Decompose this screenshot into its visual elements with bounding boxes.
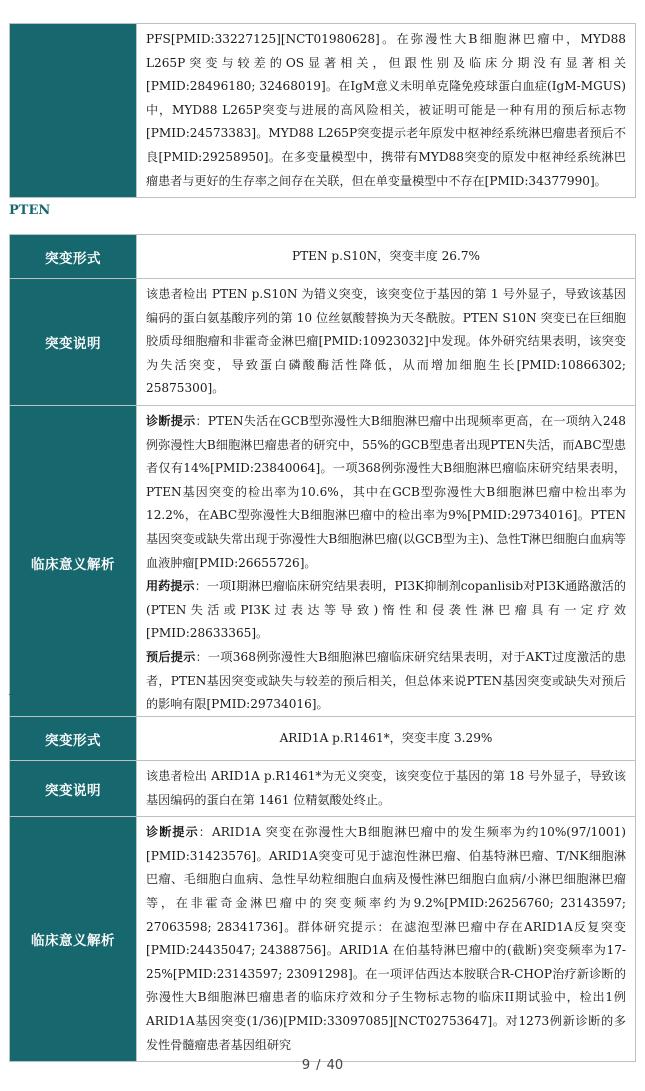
prognosis-text: ：一项368例弥漫性大B细胞淋巴瘤临床研究结果表明，对于AKT过度激活的患者，PTEN基因突变或缺失与较差的预后相关，但总体来说PTEN基因突变或缺失对预后的影响有限[PMID:29734016]。 (146, 649, 626, 712)
diagnosis-heading: 诊断提示 (146, 413, 196, 428)
mutation-form-label: 突变形式 (10, 235, 137, 279)
empty-label-cell (10, 24, 137, 198)
mutation-form-value: ARID1A p.R1461*，突变丰度 3.29% (137, 717, 636, 761)
diagnosis-text: ：ARID1A 突变在弥漫性大B细胞淋巴瘤中的发生频率为约10%(97/1001)[PMID:31423576]。ARID1A突变可见于滤泡性淋巴瘤、伯基特淋巴瘤、T/NK细胞淋巴瘤、毛细胞白血病、急性早幼粒细胞白血病及慢性淋巴细胞白血病/小淋巴细胞淋巴瘤等，在非霍奇金淋巴瘤中的突变频率约为9.2%[PMID:26256760; 23143597; 27063598; 28341736]。群体研究提示：在滤泡型淋巴瘤中存在ARID1A反复突变[PMID:24435047; 24388756]。ARID1A 在伯基特淋巴瘤中的(截断)突变频率为17-25%[PMID:23143597; 23091298]。在一项评估西达本胺联合R-CHOP治疗新诊断的弥漫性大B细胞淋巴瘤患者的临床疗效和分子生物标志物的临床II期试验中，检出1例ARID1A基因突变(1/36)[PMID:33097085][NCT02753647]。对1273例新诊断的多发性骨髓瘤患者基因组研究 (146, 825, 626, 1052)
drug-text: ：一项I期淋巴瘤临床研究结果表明，PI3K抑制剂copanlisib对PI3K通路激活的(PTEN失活或PI3K过表达等导致)惰性和侵袭性淋巴瘤具有一定疗效[PMID:28633365]。 (146, 579, 626, 641)
mutation-desc-text: 该患者检出 ARID1A p.R1461*为无义突变，该突变位于基因的第 18 号外显子，导致该基因编码的蛋白在第 1461 位精氨酸处终止。 (137, 761, 636, 817)
diagnosis-paragraph (146, 821, 626, 1057)
diagnosis-text: ：PTEN失活在GCB型弥漫性大B细胞淋巴瘤中出现频率更高，在一项纳入248例弥漫性大B细胞淋巴瘤患者的研究中，55%的GCB型患者出现PTEN失活，而ABC型患者仅有14%[PMID:23840064]。一项368例弥漫性大B细胞淋巴瘤临床研究结果表明，PTEN基因突变的检出率为10.6%，其中在GCB型弥漫性大B细胞淋巴瘤中检出率为12.2%，在ABC型弥漫性大B细胞淋巴瘤中的检出率为9%[PMID:29734016]。PTEN基因突变或缺失常出现于弥漫性大B细胞淋巴瘤(以GCB型为主)、急性T淋巴细胞白血病等血液肿瘤[PMID:26655726]。 (146, 413, 626, 570)
arid1a-table (9, 716, 636, 1062)
mutation-desc-label: 突变说明 (10, 761, 137, 817)
page-separator: / (316, 1058, 321, 1073)
clinical-significance-text (137, 817, 636, 1062)
page-number (0, 1058, 645, 1073)
clinical-significance-label: 临床意义解析 (10, 817, 137, 1062)
pten-table (9, 234, 636, 722)
diagnosis-paragraph (146, 410, 626, 575)
mutation-form-label: 突变形式 (10, 717, 137, 761)
diagnosis-heading: 诊断提示 (146, 825, 199, 840)
mutation-form-value: PTEN p.S10N，突变丰度 26.7% (137, 235, 636, 279)
prognosis-heading: 预后提示 (146, 649, 196, 664)
drug-paragraph (146, 575, 626, 646)
page-current: 9 (301, 1058, 311, 1073)
myd88-clinical-text: PFS[PMID:33227125][NCT01980628]。在弥漫性大B细胞淋巴瘤中，MYD88 L265P突变与较差的OS显著相关，但跟性别及临床分期没有显著相关[PMID:28496180; 32468019]。在IgM意义未明单克隆免疫球蛋白血症(IgM-MGUS)中，MYD88 L265P突变与进展的高风险相关，被证明可能是一种有用的预后标志物[PMID:24573383]。MYD88 L265P突变提示老年原发中枢神经系统淋巴瘤患者预后不良[PMID:29258950]。在多变量模型中，携带有MYD88突变的原发中枢神经系统淋巴瘤患者与更好的生存率之间存在关联，但在单变量模型中不存在[PMID:34377990]。 (137, 24, 636, 198)
mutation-desc-text: 该患者检出 PTEN p.S10N 为错义突变，该突变位于基因的第 1 号外显子，导致该基因编码的蛋白氨基酸序列的第 10 位丝氨酸替换为天冬酰胺。PTEN S10N 突变已在巨细胞胶质母细胞瘤和非霍奇金淋巴瘤[PMID:10923032]中发现。体外研究结果表明，该突变为失活突变，导致蛋白磷酸酶活性降低，从而增加细胞生长[PMID:10866302; 25875300]。 (137, 279, 636, 406)
page-total: 40 (326, 1058, 344, 1073)
gene-heading-pten: PTEN (9, 203, 51, 218)
prognosis-paragraph (146, 646, 626, 717)
mutation-desc-label: 突变说明 (10, 279, 137, 406)
myd88-continuation-table (9, 23, 636, 198)
gene-heading-arid1a: ARID1A (9, 684, 67, 699)
clinical-significance-label: 临床意义解析 (10, 405, 137, 721)
drug-heading: 用药提示 (146, 579, 195, 594)
clinical-significance-text (137, 405, 636, 721)
